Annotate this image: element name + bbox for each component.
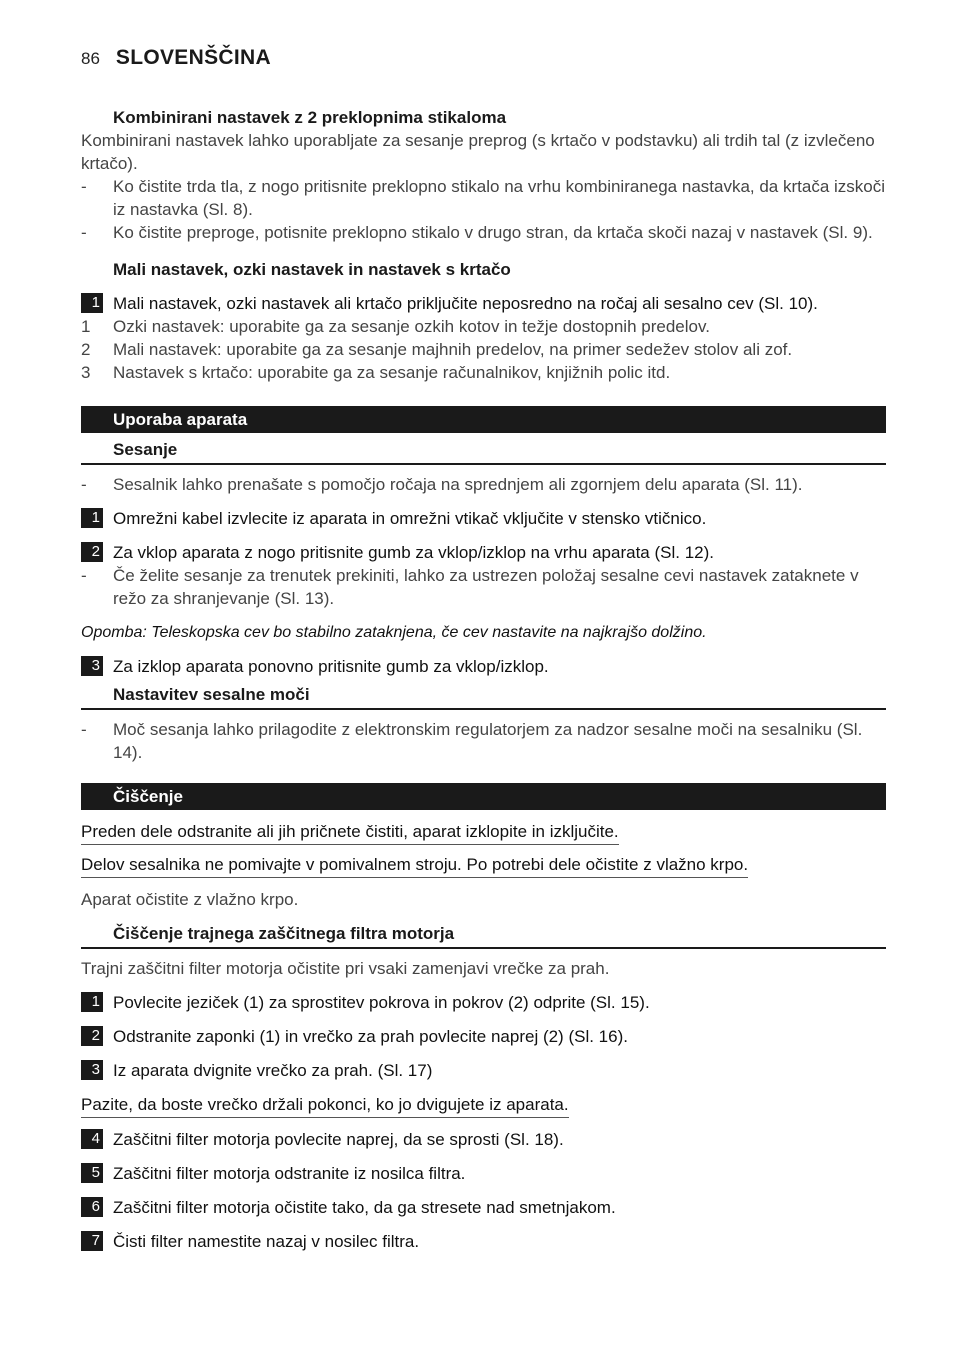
step-item <box>81 541 886 564</box>
list-item <box>81 338 886 361</box>
step-item <box>81 1059 886 1082</box>
step-badge: 2 <box>81 1026 103 1046</box>
clean-step-6: Zaščitni filter motorja očistite tako, da ga stresete nad smetnjakom. <box>113 1198 616 1217</box>
small-list-1: Ozki nastavek: uporabite ga za sesanje ozkih kotov in težje dostopnih predelov. <box>113 317 710 336</box>
number-marker: 1 <box>81 317 91 336</box>
cleaning-warning-2: Delov sesalnika ne pomivajte v pomivalnem stroju. Po potrebi dele očistite z vlažno krpo. <box>81 853 748 878</box>
step-item <box>81 655 886 678</box>
use-note: Opomba: Teleskopska cev bo stabilno zataknjena, če cev nastavite na najkrajšo dolžino. <box>81 624 707 641</box>
use-step-1: Omrežni kabel izvlecite iz aparata in omrežni vtikač vključite v stensko vtičnico. <box>113 509 707 528</box>
list-item <box>81 315 886 338</box>
small-list-2: Mali nastavek: uporabite ga za sesanje majhnih predelov, na primer sedežev stolov ali zof. <box>113 340 793 359</box>
section-bar-use: Uporaba aparata <box>81 406 886 433</box>
step-badge: 1 <box>81 992 103 1012</box>
step-item <box>81 1025 886 1048</box>
sub-heading-vacuuming: Sesanje <box>81 437 886 465</box>
step-badge: 6 <box>81 1197 103 1217</box>
list-item <box>81 564 886 610</box>
step-badge: 7 <box>81 1231 103 1251</box>
small-step-1: Mali nastavek, ozki nastavek ali krtačo priključite neposredno na ročaj ali sesalno cev (Sl. 10). <box>113 294 818 313</box>
step-item <box>81 1128 886 1151</box>
step-item <box>81 1196 886 1219</box>
clean-step-7: Čisti filter namestite nazaj v nosilec filtra. <box>113 1232 420 1251</box>
clean-step-1: Povlecite jeziček (1) za sprostitev pokrova in pokrov (2) odprite (Sl. 15). <box>113 993 650 1012</box>
clean-step-2: Odstranite zaponki (1) in vrečko za prah povlecite naprej (2) (Sl. 16). <box>113 1027 628 1046</box>
step-badge: 1 <box>81 508 103 528</box>
cleaning-text-1: Aparat očistite z vlažno krpo. <box>81 890 299 909</box>
step-item <box>81 1162 886 1185</box>
language-title: SLOVENŠČINA <box>115 46 271 69</box>
dash-marker: - <box>81 566 87 585</box>
list-item <box>81 473 886 496</box>
list-item <box>81 221 886 244</box>
combo-heading: Kombinirani nastavek z 2 preklopnima stikaloma <box>113 108 507 127</box>
page-number: 86 <box>81 49 100 68</box>
page-content <box>81 106 886 1253</box>
list-item <box>81 361 886 384</box>
step-item <box>81 292 886 315</box>
clean-step-3: Iz aparata dvignite vrečko za prah. (Sl. 17) <box>113 1061 433 1080</box>
combo-item-2: Ko čistite preproge, potisnite preklopno stikalo v drugo stran, da krtača skoči nazaj v nastavek (Sl. 9). <box>113 223 873 242</box>
combo-intro: Kombinirani nastavek lahko uporabljate za sesanje preprog (s krtačo v podstavku) ali trdih tal (z izvlečeno krtačo). <box>81 131 875 173</box>
small-nozzle-heading: Mali nastavek, ozki nastavek in nastavek s krtačo <box>113 260 511 279</box>
step-badge: 4 <box>81 1129 103 1149</box>
step-item <box>81 991 886 1014</box>
step-item <box>81 1230 886 1253</box>
number-marker: 3 <box>81 363 91 382</box>
dash-marker: - <box>81 720 87 739</box>
use-dash-1: Sesalnik lahko prenašate s pomočjo ročaja na sprednjem ali zgornjem delu aparata (Sl. 11). <box>113 475 803 494</box>
dash-marker: - <box>81 475 87 494</box>
list-item <box>81 718 886 764</box>
step-badge: 2 <box>81 542 103 562</box>
sub-heading-suction-power: Nastavitev sesalne moči <box>81 682 886 710</box>
step-badge: 1 <box>81 293 103 313</box>
page-header <box>81 46 271 76</box>
cleaning-text-2: Trajni zaščitni filter motorja očistite pri vsaki zamenjavi vrečke za prah. <box>81 959 610 978</box>
step-item <box>81 507 886 530</box>
step-badge: 3 <box>81 656 103 676</box>
sub-heading-filter: Čiščenje trajnega zaščitnega filtra motorja <box>81 921 886 949</box>
cleaning-warning-1: Preden dele odstranite ali jih pričnete čistiti, aparat izklopite in izključite. <box>81 820 619 845</box>
combo-item-1: Ko čistite trda tla, z nogo pritisnite preklopno stikalo na vrhu kombiniranega nastavka, da krtača izskoči iz nastavka (Sl. 8). <box>113 177 886 219</box>
step-badge: 3 <box>81 1060 103 1080</box>
use-dash-2: Če želite sesanje za trenutek prekiniti, lahko za ustrezen položaj sesalne cevi nastavek zataknete v režo za shranjevanje (Sl. 13). <box>113 566 859 608</box>
use-step-2: Za vklop aparata z nogo pritisnite gumb za vklop/izklop na vrhu aparata (Sl. 12). <box>113 543 714 562</box>
dash-marker: - <box>81 177 87 196</box>
use-dash-3: Moč sesanja lahko prilagodite z elektronskim regulatorjem za nadzor sesalne moči na sesalniku (Sl. 14). <box>113 720 863 762</box>
use-step-3: Za izklop aparata ponovno pritisnite gumb za vklop/izklop. <box>113 657 549 676</box>
number-marker: 2 <box>81 340 91 359</box>
section-bar-cleaning: Čiščenje <box>81 783 886 810</box>
dash-marker: - <box>81 223 87 242</box>
step-badge: 5 <box>81 1163 103 1183</box>
clean-step-5: Zaščitni filter motorja odstranite iz nosilca filtra. <box>113 1164 466 1183</box>
list-item <box>81 175 886 221</box>
clean-step-4: Zaščitni filter motorja povlecite naprej, da se sprosti (Sl. 18). <box>113 1130 564 1149</box>
small-list-3: Nastavek s krtačo: uporabite ga za sesanje računalnikov, knjižnih polic itd. <box>113 363 671 382</box>
cleaning-warning-3: Pazite, da boste vrečko držali pokonci, ko jo dvigujete iz aparata. <box>81 1093 569 1118</box>
